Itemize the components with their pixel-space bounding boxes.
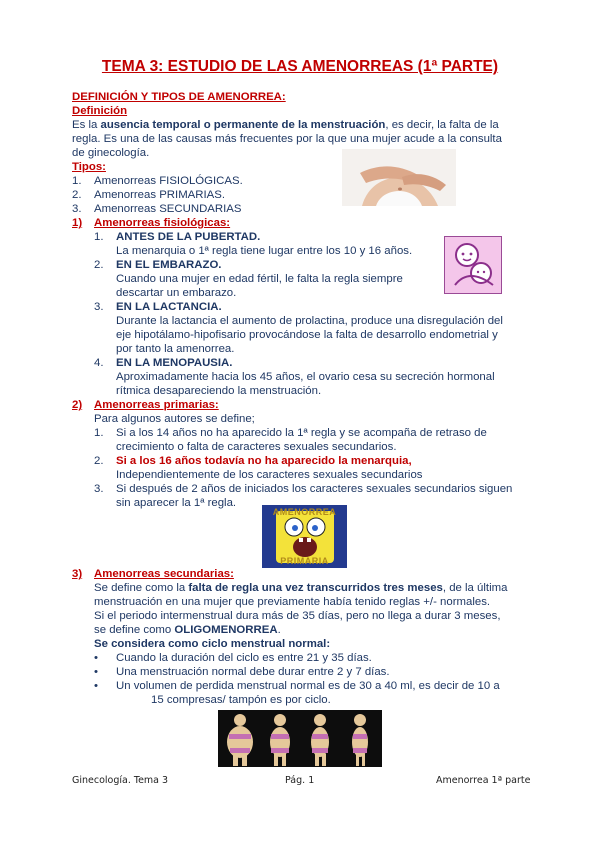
cartoon-caption-top: AMENORREA (272, 507, 337, 517)
fis-item-text: La menarquia o 1ª regla tiene lugar entre los 10 y 16 años. (116, 245, 413, 257)
definition-line-1: Es la ausencia temporal o permanente de la menstruación, es decir, la falta de la (72, 119, 499, 131)
fis-item-number: 4. (94, 357, 104, 369)
prim-item-text: Si a los 14 años no ha aparecido la 1ª regla y se acompaña de retraso de (116, 427, 487, 439)
fis-item-text: descartar un embarazo. (116, 287, 237, 299)
secundarias-line-2: menstruación en una mujer que previamente había tenido reglas +/- normales. (94, 596, 491, 608)
fisiologicas-heading: Amenorreas fisiológicas: (94, 217, 231, 229)
definition-line-3: de ginecología. (72, 147, 150, 159)
fis-item-heading: EN EL EMBARAZO. (116, 259, 222, 271)
prim-item-text: Si después de 2 años de iniciados los caracteres sexuales secundarios siguen (116, 483, 513, 495)
women-silhouettes-image (218, 710, 382, 767)
bullet-icon: • (94, 652, 98, 664)
definition-line-2: regla. Es una de las causas más frecuentes por la que una mujer acude a la consulta (72, 133, 502, 145)
cartoon-caption-bottom: PRIMARIA (280, 556, 329, 566)
tipo-item: 3. (72, 203, 82, 215)
prim-item-text: crecimiento o falta de caracteres sexuales secundarios. (116, 441, 397, 453)
fis-item-text: por tanto la amenorrea. (116, 343, 235, 355)
secundarias-line-3: Si el periodo intermenstrual dura más de 35 días, pero no llega a durar 3 meses, (94, 610, 501, 622)
secundarias-heading: Amenorreas secundarias: (94, 568, 234, 580)
fis-item-heading: EN LA MENOPAUSIA. (116, 357, 233, 369)
fisiologicas-heading-number: 1) (72, 217, 83, 229)
tipo-item-label: Amenorreas PRIMARIAS. (94, 189, 226, 201)
footer-left: Ginecología. Tema 3 (72, 775, 169, 786)
ciclo-item: Cuando la duración del ciclo es entre 21 y 35 días. (116, 652, 372, 664)
bullet-icon: • (94, 666, 98, 678)
section-heading-definicion-tipos: DEFINICIÓN Y TIPOS DE AMENORREA: (72, 91, 286, 103)
fis-item-text: Aproximadamente hacia los 45 años, el ovario cesa su secreción hormonal (116, 371, 495, 383)
prim-item-number: 2. (94, 455, 104, 467)
secundarias-line-1: Se define como la falta de regla una vez transcurridos tres meses, de la última (94, 582, 508, 594)
ciclo-item-continuation: 15 compresas/ tampón es por ciclo. (151, 694, 331, 706)
primarias-heading-number: 2) (72, 399, 83, 411)
fis-item-number: 2. (94, 259, 104, 271)
fis-item-text: eje hipotálamo-hipofisario provocándose la falta de desarrollo endometrial y (116, 329, 498, 341)
secundarias-line-4: se define como OLIGOMENORREA. (94, 624, 281, 636)
fis-item-heading: EN LA LACTANCIA. (116, 301, 222, 313)
tipo-item: 1. (72, 175, 82, 187)
fis-item-text: rítmica desapareciendo la menstruación. (116, 385, 322, 397)
ciclo-normal-heading: Se considera como ciclo menstrual normal: (94, 638, 331, 650)
prim-item-text: Independientemente de los caracteres sexuales secundarios (116, 469, 423, 481)
ciclo-item: Una menstruación normal debe durar entre 2 y 7 días. (116, 666, 390, 678)
fis-item-text: Durante la lactancia el aumento de prolactina, produce una disregulación del (116, 315, 503, 327)
primarias-intro: Para algunos autores se define; (94, 413, 255, 425)
tipo-item-label: Amenorreas FISIOLÓGICAS. (94, 175, 243, 187)
definicion-heading: Definición (72, 105, 128, 117)
tipo-item: 2. (72, 189, 82, 201)
mother-baby-clipart (444, 236, 502, 294)
prim-item-text: sin aparecer la 1ª regla. (116, 497, 237, 509)
fis-item-number: 1. (94, 231, 104, 243)
ciclo-item: Un volumen de perdida menstrual normal es de 30 a 40 ml, es decir de 10 a (116, 680, 500, 692)
fis-item-number: 3. (94, 301, 104, 313)
tipo-item-label: Amenorreas SECUNDARIAS (94, 203, 242, 215)
tipos-heading: Tipos: (72, 161, 106, 173)
secundarias-heading-number: 3) (72, 568, 83, 580)
prim-item-number: 1. (94, 427, 104, 439)
amenorrea-primaria-cartoon (262, 505, 347, 568)
abdominal-pain-photo (342, 149, 456, 206)
primarias-heading: Amenorreas primarias: (94, 399, 219, 411)
prim-item-highlight: Si a los 16 años todavía no ha aparecido la menarquia, (116, 455, 412, 467)
page-title: TEMA 3: ESTUDIO DE LAS AMENORREAS (1ª PARTE) (101, 58, 499, 75)
fis-item-heading: ANTES DE LA PUBERTAD. (116, 231, 261, 243)
footer-page-number: Pág. 1 (285, 775, 315, 786)
footer-right: Amenorrea 1ª parte (436, 775, 531, 786)
prim-item-number: 3. (94, 483, 104, 495)
bullet-icon: • (94, 680, 98, 692)
fis-item-text: Cuando una mujer en edad fértil, le falta la regla siempre (116, 273, 403, 285)
